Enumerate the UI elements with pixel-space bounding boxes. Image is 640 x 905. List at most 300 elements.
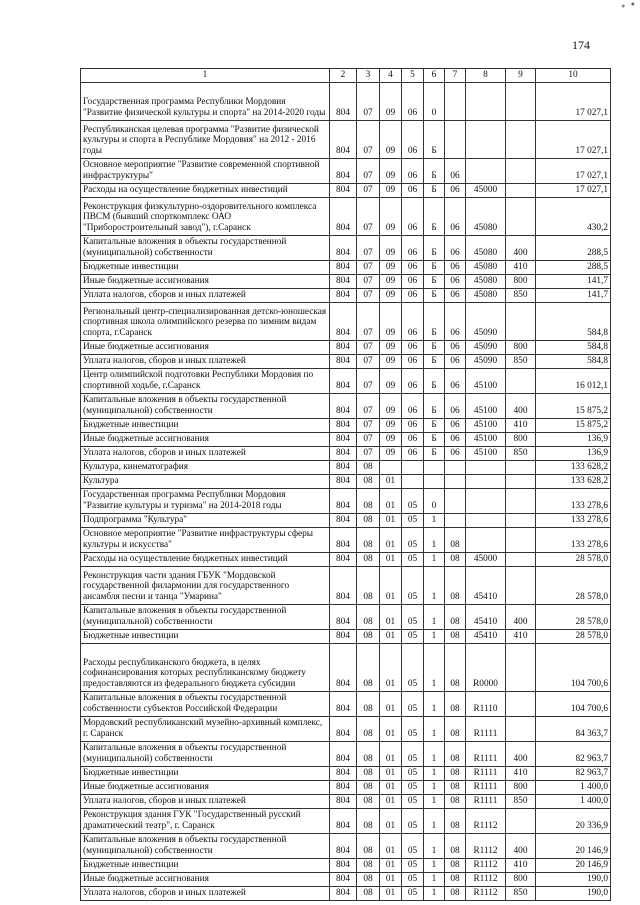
row-amount-cell: 133 628,2 <box>536 460 611 474</box>
row-code-cell: 07 <box>357 368 380 393</box>
row-code-cell: 01 <box>380 741 402 766</box>
row-code-cell: 09 <box>380 393 402 418</box>
row-code-cell <box>466 460 506 474</box>
table-row <box>81 260 611 274</box>
row-amount-cell: 15 875,2 <box>536 418 611 432</box>
row-code-cell: 1 <box>424 643 445 691</box>
table-row <box>81 527 611 552</box>
row-code-cell: R1111 <box>466 741 506 766</box>
table-row <box>81 808 611 833</box>
table-row <box>81 741 611 766</box>
row-code-cell: 01 <box>380 643 402 691</box>
row-code-cell: 804 <box>330 288 357 302</box>
row-code-cell: 08 <box>445 780 466 794</box>
row-name-cell: Иные бюджетные ассигнования <box>81 872 330 886</box>
row-code-cell: R1110 <box>466 691 506 716</box>
table-row <box>81 432 611 446</box>
row-code-cell: 804 <box>330 716 357 741</box>
row-code-cell: 804 <box>330 82 357 120</box>
row-code-cell: 804 <box>330 833 357 858</box>
table-row <box>81 474 611 488</box>
row-code-cell: 05 <box>402 604 424 629</box>
row-code-cell: 09 <box>380 183 402 197</box>
row-code-cell: 850 <box>506 446 536 460</box>
row-code-cell: 06 <box>445 432 466 446</box>
row-code-cell: 410 <box>506 858 536 872</box>
row-code-cell: 05 <box>402 691 424 716</box>
row-code-cell: 05 <box>402 566 424 604</box>
row-code-cell: 06 <box>402 340 424 354</box>
page-number: 174 <box>572 38 590 52</box>
row-code-cell: 07 <box>357 418 380 432</box>
row-code-cell: 400 <box>506 833 536 858</box>
row-code-cell: 06 <box>402 158 424 183</box>
row-code-cell: 06 <box>402 183 424 197</box>
row-name-cell: Государственная программа Республики Мордовия "Развитие физической культуры и спорта" на 2014-2020 годы <box>81 82 330 120</box>
row-amount-cell: 136,9 <box>536 432 611 446</box>
row-code-cell: 09 <box>380 340 402 354</box>
row-name-cell: Капитальные вложения в объекты государственной (муниципальной) собственности <box>81 833 330 858</box>
row-code-cell: 06 <box>402 235 424 260</box>
row-code-cell: 05 <box>402 766 424 780</box>
row-code-cell: 45080 <box>466 288 506 302</box>
row-code-cell: 09 <box>380 260 402 274</box>
row-code-cell: 09 <box>380 197 402 235</box>
row-code-cell: 804 <box>330 120 357 158</box>
column-header: 9 <box>506 69 536 83</box>
row-code-cell: 1 <box>424 794 445 808</box>
column-header: 8 <box>466 69 506 83</box>
row-code-cell: 06 <box>402 354 424 368</box>
row-code-cell: 08 <box>357 858 380 872</box>
row-code-cell: 804 <box>330 629 357 643</box>
row-name-cell: Иные бюджетные ассигнования <box>81 780 330 794</box>
table-header-row <box>81 69 611 83</box>
row-code-cell: 804 <box>330 872 357 886</box>
table-row <box>81 604 611 629</box>
column-header: 1 <box>81 69 330 83</box>
row-code-cell <box>506 552 536 566</box>
row-code-cell: 1 <box>424 716 445 741</box>
row-name-cell: Капитальные вложения в объекты государственной (муниципальной) собственности <box>81 604 330 629</box>
row-code-cell: 804 <box>330 418 357 432</box>
row-code-cell: 06 <box>445 368 466 393</box>
row-code-cell: 06 <box>402 120 424 158</box>
row-code-cell: 07 <box>357 82 380 120</box>
row-code-cell: 45100 <box>466 418 506 432</box>
row-code-cell: 01 <box>380 513 402 527</box>
row-amount-cell: 16 012,1 <box>536 368 611 393</box>
row-code-cell: Б <box>424 120 445 158</box>
row-code-cell: 08 <box>445 741 466 766</box>
table-row <box>81 274 611 288</box>
row-code-cell: 06 <box>402 432 424 446</box>
row-code-cell <box>506 566 536 604</box>
row-amount-cell: 133 628,2 <box>536 474 611 488</box>
row-code-cell: 800 <box>506 872 536 886</box>
row-code-cell: 08 <box>357 833 380 858</box>
row-name-cell: Капитальные вложения в объекты государственной (муниципальной) собственности <box>81 235 330 260</box>
row-code-cell <box>506 183 536 197</box>
row-code-cell: 05 <box>402 629 424 643</box>
row-code-cell: 804 <box>330 766 357 780</box>
row-code-cell: 08 <box>357 629 380 643</box>
row-amount-cell: 430,2 <box>536 197 611 235</box>
row-code-cell: 05 <box>402 808 424 833</box>
row-amount-cell: 104 700,6 <box>536 643 611 691</box>
row-code-cell: 1 <box>424 552 445 566</box>
row-name-cell: Расходы на осуществление бюджетных инвестиций <box>81 552 330 566</box>
row-code-cell: 06 <box>402 418 424 432</box>
row-code-cell: 07 <box>357 274 380 288</box>
row-code-cell: 804 <box>330 197 357 235</box>
row-amount-cell: 136,9 <box>536 446 611 460</box>
row-code-cell <box>466 120 506 158</box>
row-code-cell: 06 <box>445 302 466 340</box>
column-header: 2 <box>330 69 357 83</box>
row-code-cell: 06 <box>402 368 424 393</box>
row-code-cell: 09 <box>380 368 402 393</box>
row-code-cell: 01 <box>380 629 402 643</box>
row-code-cell: 400 <box>506 235 536 260</box>
row-code-cell: 800 <box>506 274 536 288</box>
row-code-cell: 45080 <box>466 260 506 274</box>
row-amount-cell: 17 027,1 <box>536 82 611 120</box>
row-code-cell: 06 <box>402 302 424 340</box>
row-code-cell: 0 <box>424 488 445 513</box>
row-code-cell: 06 <box>445 235 466 260</box>
row-code-cell <box>380 460 402 474</box>
row-code-cell: 07 <box>357 260 380 274</box>
row-code-cell: 08 <box>445 766 466 780</box>
row-code-cell: 850 <box>506 288 536 302</box>
row-code-cell: 804 <box>330 260 357 274</box>
row-code-cell: 08 <box>445 552 466 566</box>
row-name-cell: Уплата налогов, сборов и иных платежей <box>81 354 330 368</box>
row-code-cell: 09 <box>380 432 402 446</box>
row-code-cell: 09 <box>380 302 402 340</box>
row-amount-cell: 82 963,7 <box>536 766 611 780</box>
row-amount-cell: 28 578,0 <box>536 552 611 566</box>
row-code-cell: 01 <box>380 566 402 604</box>
row-code-cell: 07 <box>357 183 380 197</box>
row-name-cell: Иные бюджетные ассигнования <box>81 432 330 446</box>
row-code-cell: 05 <box>402 780 424 794</box>
row-code-cell: 05 <box>402 552 424 566</box>
row-code-cell: 09 <box>380 274 402 288</box>
row-code-cell <box>466 474 506 488</box>
row-code-cell: 08 <box>357 716 380 741</box>
table-row <box>81 716 611 741</box>
table-row <box>81 183 611 197</box>
row-amount-cell: 17 027,1 <box>536 120 611 158</box>
column-header: 10 <box>536 69 611 83</box>
row-code-cell <box>445 474 466 488</box>
row-code-cell: 804 <box>330 643 357 691</box>
row-code-cell: 06 <box>445 158 466 183</box>
row-code-cell: R0000 <box>466 643 506 691</box>
column-header: 6 <box>424 69 445 83</box>
table-row <box>81 566 611 604</box>
row-code-cell <box>466 158 506 183</box>
table-row <box>81 82 611 120</box>
row-amount-cell: 28 578,0 <box>536 629 611 643</box>
row-code-cell: 01 <box>380 833 402 858</box>
row-code-cell: Б <box>424 274 445 288</box>
row-code-cell: 06 <box>402 197 424 235</box>
row-code-cell: 1 <box>424 808 445 833</box>
row-code-cell: 01 <box>380 780 402 794</box>
row-code-cell: Б <box>424 158 445 183</box>
row-name-cell: Основное мероприятие "Развитие инфраструктуры сферы культуры и искусства" <box>81 527 330 552</box>
row-code-cell: 1 <box>424 766 445 780</box>
row-code-cell: 804 <box>330 302 357 340</box>
row-amount-cell: 190,0 <box>536 886 611 900</box>
row-code-cell: 08 <box>445 794 466 808</box>
row-code-cell: 400 <box>506 393 536 418</box>
row-name-cell: Капитальные вложения в объекты государственной (муниципальной) собственности <box>81 393 330 418</box>
row-code-cell: Б <box>424 302 445 340</box>
row-code-cell: 08 <box>445 858 466 872</box>
row-amount-cell: 84 363,7 <box>536 716 611 741</box>
row-code-cell: Б <box>424 288 445 302</box>
row-code-cell: 01 <box>380 488 402 513</box>
row-code-cell: Б <box>424 432 445 446</box>
row-name-cell: Уплата налогов, сборов и иных платежей <box>81 794 330 808</box>
row-code-cell: 1 <box>424 513 445 527</box>
row-code-cell: 06 <box>445 260 466 274</box>
row-code-cell: 01 <box>380 794 402 808</box>
row-code-cell <box>506 488 536 513</box>
row-code-cell <box>445 513 466 527</box>
row-code-cell: 06 <box>445 446 466 460</box>
row-code-cell <box>424 460 445 474</box>
table-row <box>81 780 611 794</box>
row-code-cell: Б <box>424 418 445 432</box>
row-code-cell: 804 <box>330 741 357 766</box>
row-code-cell: 01 <box>380 766 402 780</box>
row-code-cell: 06 <box>402 393 424 418</box>
row-code-cell: 800 <box>506 340 536 354</box>
row-name-cell: Уплата налогов, сборов и иных платежей <box>81 886 330 900</box>
row-code-cell: 804 <box>330 886 357 900</box>
row-name-cell: Центр олимпийской подготовки Республики Мордовия по спортивной ходьбе, г.Саранск <box>81 368 330 393</box>
row-code-cell: 804 <box>330 393 357 418</box>
row-code-cell: 800 <box>506 780 536 794</box>
row-name-cell: Бюджетные инвестиции <box>81 629 330 643</box>
row-code-cell: 08 <box>357 780 380 794</box>
table-row <box>81 460 611 474</box>
row-name-cell: Расходы на осуществление бюджетных инвестиций <box>81 183 330 197</box>
table-row <box>81 235 611 260</box>
row-name-cell: Реконструкция физкультурно-оздоровительного комплекса ПВСМ (бывший спорткомплекс ОАО "Приборостроительный завод"), г.Саранск <box>81 197 330 235</box>
row-code-cell: 1 <box>424 527 445 552</box>
row-code-cell <box>506 197 536 235</box>
row-code-cell: 08 <box>445 886 466 900</box>
row-code-cell: 06 <box>445 340 466 354</box>
row-code-cell: R1111 <box>466 716 506 741</box>
row-code-cell: 410 <box>506 629 536 643</box>
row-code-cell: 804 <box>330 432 357 446</box>
row-code-cell <box>506 527 536 552</box>
row-code-cell: 08 <box>357 460 380 474</box>
row-code-cell: 06 <box>402 260 424 274</box>
row-code-cell: 45100 <box>466 393 506 418</box>
row-code-cell: 1 <box>424 604 445 629</box>
row-name-cell: Бюджетные инвестиции <box>81 766 330 780</box>
row-code-cell: 804 <box>330 780 357 794</box>
table-row <box>81 302 611 340</box>
table-row <box>81 643 611 691</box>
row-code-cell: 804 <box>330 368 357 393</box>
row-code-cell <box>402 474 424 488</box>
row-code-cell: 01 <box>380 858 402 872</box>
row-code-cell: 45000 <box>466 552 506 566</box>
row-code-cell: 07 <box>357 432 380 446</box>
row-code-cell: 850 <box>506 794 536 808</box>
row-code-cell <box>506 302 536 340</box>
row-code-cell: 08 <box>445 872 466 886</box>
row-name-cell: Бюджетные инвестиции <box>81 260 330 274</box>
row-code-cell: 45410 <box>466 629 506 643</box>
row-amount-cell: 1 400,0 <box>536 780 611 794</box>
table-row <box>81 354 611 368</box>
row-name-cell: Реконструкция части здания ГБУК "Мордовской государственной филармонии для государственного ансамбля песни и танца "Умарина" <box>81 566 330 604</box>
row-code-cell: 804 <box>330 274 357 288</box>
table-row <box>81 158 611 183</box>
row-name-cell: Иные бюджетные ассигнования <box>81 340 330 354</box>
table-row <box>81 794 611 808</box>
row-code-cell: 09 <box>380 158 402 183</box>
row-code-cell: R1111 <box>466 794 506 808</box>
row-name-cell: Капитальные вложения в объекты государственной (муниципальной) собственности <box>81 741 330 766</box>
row-amount-cell: 133 278,6 <box>536 527 611 552</box>
table-row <box>81 488 611 513</box>
row-code-cell: 06 <box>445 197 466 235</box>
row-code-cell: 06 <box>402 288 424 302</box>
row-code-cell: 01 <box>380 691 402 716</box>
row-code-cell: 45090 <box>466 302 506 340</box>
row-code-cell: 804 <box>330 808 357 833</box>
row-code-cell: 08 <box>445 716 466 741</box>
row-code-cell: 804 <box>330 552 357 566</box>
row-code-cell: 01 <box>380 886 402 900</box>
row-name-cell: Капитальные вложения в объекты государственной собственности субъектов Российской Федерации <box>81 691 330 716</box>
row-code-cell: 45080 <box>466 197 506 235</box>
row-code-cell: 01 <box>380 872 402 886</box>
table-row <box>81 872 611 886</box>
row-code-cell: 45080 <box>466 235 506 260</box>
row-code-cell: 01 <box>380 474 402 488</box>
row-amount-cell: 288,5 <box>536 235 611 260</box>
row-code-cell: 45100 <box>466 432 506 446</box>
row-amount-cell: 17 027,1 <box>536 183 611 197</box>
row-code-cell: 08 <box>357 474 380 488</box>
row-name-cell: Мордовский республиканский музейно-архивный комплекс, г. Саранск <box>81 716 330 741</box>
row-code-cell: 0 <box>424 82 445 120</box>
row-name-cell: Бюджетные инвестиции <box>81 858 330 872</box>
row-code-cell: 07 <box>357 446 380 460</box>
row-code-cell: 45100 <box>466 446 506 460</box>
row-code-cell: 05 <box>402 794 424 808</box>
table-row <box>81 629 611 643</box>
row-code-cell: 08 <box>357 552 380 566</box>
row-code-cell: R1111 <box>466 766 506 780</box>
row-name-cell: Реконструкция здания ГУК "Государственный русский драматический театр", г. Саранск <box>81 808 330 833</box>
row-code-cell: 06 <box>445 183 466 197</box>
row-code-cell: 45090 <box>466 354 506 368</box>
row-code-cell: 08 <box>445 808 466 833</box>
row-amount-cell: 15 875,2 <box>536 393 611 418</box>
row-name-cell: Бюджетные инвестиции <box>81 418 330 432</box>
row-code-cell: 1 <box>424 780 445 794</box>
row-code-cell: 01 <box>380 808 402 833</box>
row-code-cell: 07 <box>357 120 380 158</box>
row-code-cell: 1 <box>424 629 445 643</box>
row-code-cell: Б <box>424 393 445 418</box>
row-code-cell: 05 <box>402 741 424 766</box>
row-code-cell: 08 <box>445 566 466 604</box>
row-code-cell: 804 <box>330 474 357 488</box>
row-code-cell: 45090 <box>466 340 506 354</box>
row-code-cell: 07 <box>357 354 380 368</box>
row-code-cell: 45080 <box>466 274 506 288</box>
row-code-cell: 45000 <box>466 183 506 197</box>
row-code-cell: 05 <box>402 858 424 872</box>
table-row <box>81 418 611 432</box>
row-amount-cell: 20 146,9 <box>536 833 611 858</box>
row-code-cell: 08 <box>357 766 380 780</box>
table-body <box>81 82 611 900</box>
row-code-cell <box>506 368 536 393</box>
row-name-cell: Культура, кинематография <box>81 460 330 474</box>
row-code-cell: 410 <box>506 260 536 274</box>
row-code-cell: 08 <box>357 794 380 808</box>
row-code-cell: 08 <box>357 566 380 604</box>
row-code-cell: Б <box>424 340 445 354</box>
row-name-cell: Региональный центр-специализированная детско-юношеская спортивная школа олимпийского резерва по зимним видам спорта, г.Саранск <box>81 302 330 340</box>
row-code-cell: 804 <box>330 566 357 604</box>
row-code-cell: 400 <box>506 604 536 629</box>
row-code-cell: 804 <box>330 488 357 513</box>
row-code-cell: 05 <box>402 643 424 691</box>
table-row <box>81 691 611 716</box>
row-code-cell <box>466 527 506 552</box>
row-code-cell: 08 <box>357 513 380 527</box>
row-code-cell: 804 <box>330 354 357 368</box>
row-code-cell: 1 <box>424 691 445 716</box>
row-name-cell: Расходы республиканского бюджета, в целях софинансирования которых республиканскому бюджету предоставляются из федерального бюджета субсидии <box>81 643 330 691</box>
row-code-cell: Б <box>424 260 445 274</box>
row-code-cell: 01 <box>380 604 402 629</box>
row-name-cell: Культура <box>81 474 330 488</box>
row-code-cell: 1 <box>424 886 445 900</box>
row-code-cell: 07 <box>357 302 380 340</box>
row-code-cell: R1112 <box>466 858 506 872</box>
row-code-cell <box>506 460 536 474</box>
row-code-cell: 804 <box>330 794 357 808</box>
row-code-cell: R1111 <box>466 780 506 794</box>
row-code-cell: R1112 <box>466 808 506 833</box>
table-row <box>81 120 611 158</box>
row-code-cell: 06 <box>445 288 466 302</box>
row-code-cell: 804 <box>330 460 357 474</box>
row-code-cell: 09 <box>380 354 402 368</box>
row-code-cell: 08 <box>357 691 380 716</box>
row-code-cell <box>506 691 536 716</box>
row-amount-cell: 133 278,6 <box>536 513 611 527</box>
table-row <box>81 368 611 393</box>
